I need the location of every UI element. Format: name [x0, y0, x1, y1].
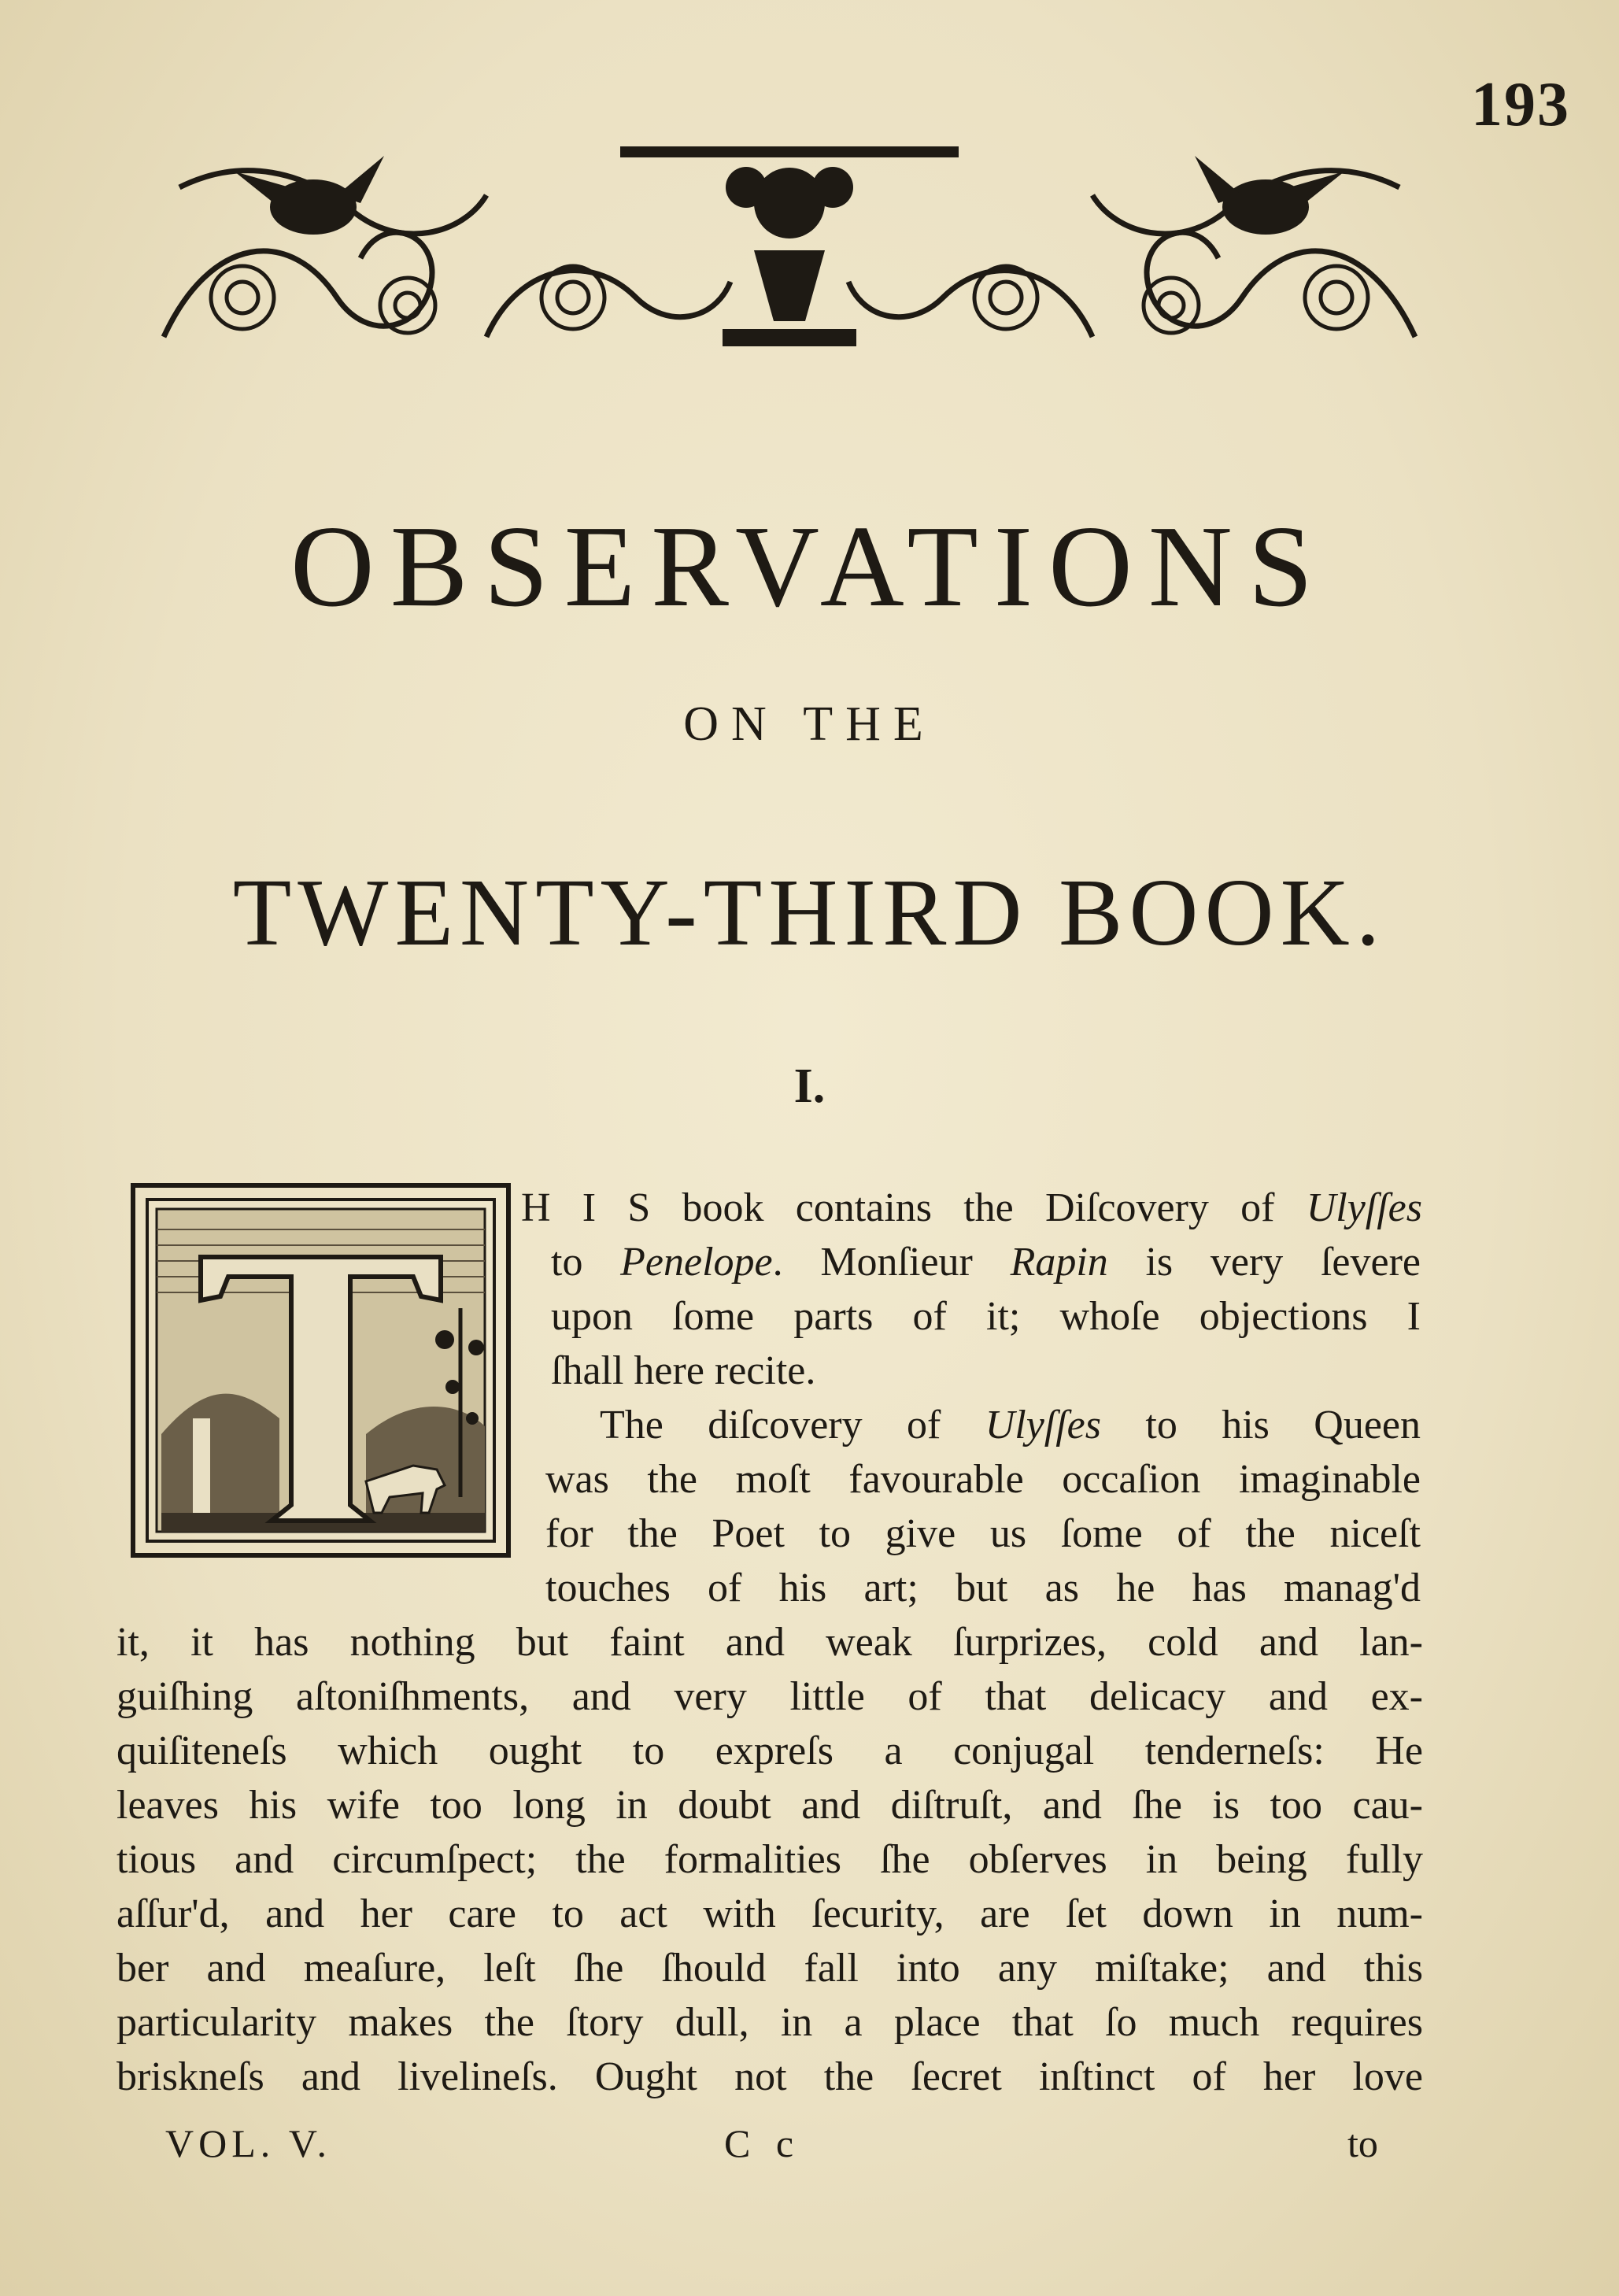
body-line: briskneſs and livelineſs. Ought not the ſecret inſtinct of her love: [116, 2054, 1423, 2099]
body-line: particularity makes the ſtory dull, in a place that ſo much requires: [116, 2000, 1423, 2045]
drop-cap-t-ornament: [130, 1182, 512, 1558]
body-line: ber and meaſure, leſt ſhe ſhould fall into any miſtake; and this: [116, 1946, 1423, 1991]
body-line: quiſiteneſs which ought to expreſs a conjugal tenderneſs: He: [116, 1728, 1423, 1773]
show-through-text: [118, 47, 1417, 101]
headpiece-ornament: [148, 140, 1431, 364]
body-line: ſhall here recite.: [551, 1348, 816, 1393]
body-line: touches of his art; but as he has manag'd: [545, 1566, 1421, 1610]
title-on-the: ON THE: [683, 697, 936, 751]
body-line: was the moſt favourable occaſion imaginable: [545, 1457, 1421, 1502]
section-number: I.: [793, 1059, 826, 1113]
body-line: to Penelope. Monſieur Rapin is very ſevere: [551, 1240, 1421, 1285]
body-line: H I S book contains the Diſcovery of Ulyſſes: [521, 1185, 1422, 1230]
body-line: it, it has nothing but faint and weak ſurprizes, cold and lan-: [116, 1620, 1423, 1665]
title-observations: OBSERVATIONS: [290, 502, 1329, 631]
footer-catchword: to: [1347, 2121, 1378, 2165]
body-line: tious and circumſpect; the formalities ſhe obſerves in being fully: [116, 1837, 1423, 1882]
footer-volume: VOL. V.: [165, 2121, 332, 2165]
page-number: 193: [1471, 70, 1570, 139]
body-line: upon ſome parts of it; whoſe objections I: [551, 1294, 1421, 1339]
body-line: for the Poet to give us ſome of the niceſt: [545, 1511, 1421, 1556]
body-line: leaves his wife too long in doubt and diſtruſt, and ſhe is too cau-: [116, 1783, 1423, 1828]
body-line: guiſhing aſtoniſhments, and very little of that delicacy and ex-: [116, 1674, 1423, 1719]
body-line: aſſur'd, and her care to act with ſecurity, are ſet down in num-: [116, 1891, 1423, 1936]
title-book: TWENTY-THIRD BOOK.: [232, 860, 1387, 966]
body-line: The diſcovery of Ulyſſes to his Queen: [600, 1403, 1421, 1447]
footer-signature-mark: C c: [724, 2121, 802, 2165]
